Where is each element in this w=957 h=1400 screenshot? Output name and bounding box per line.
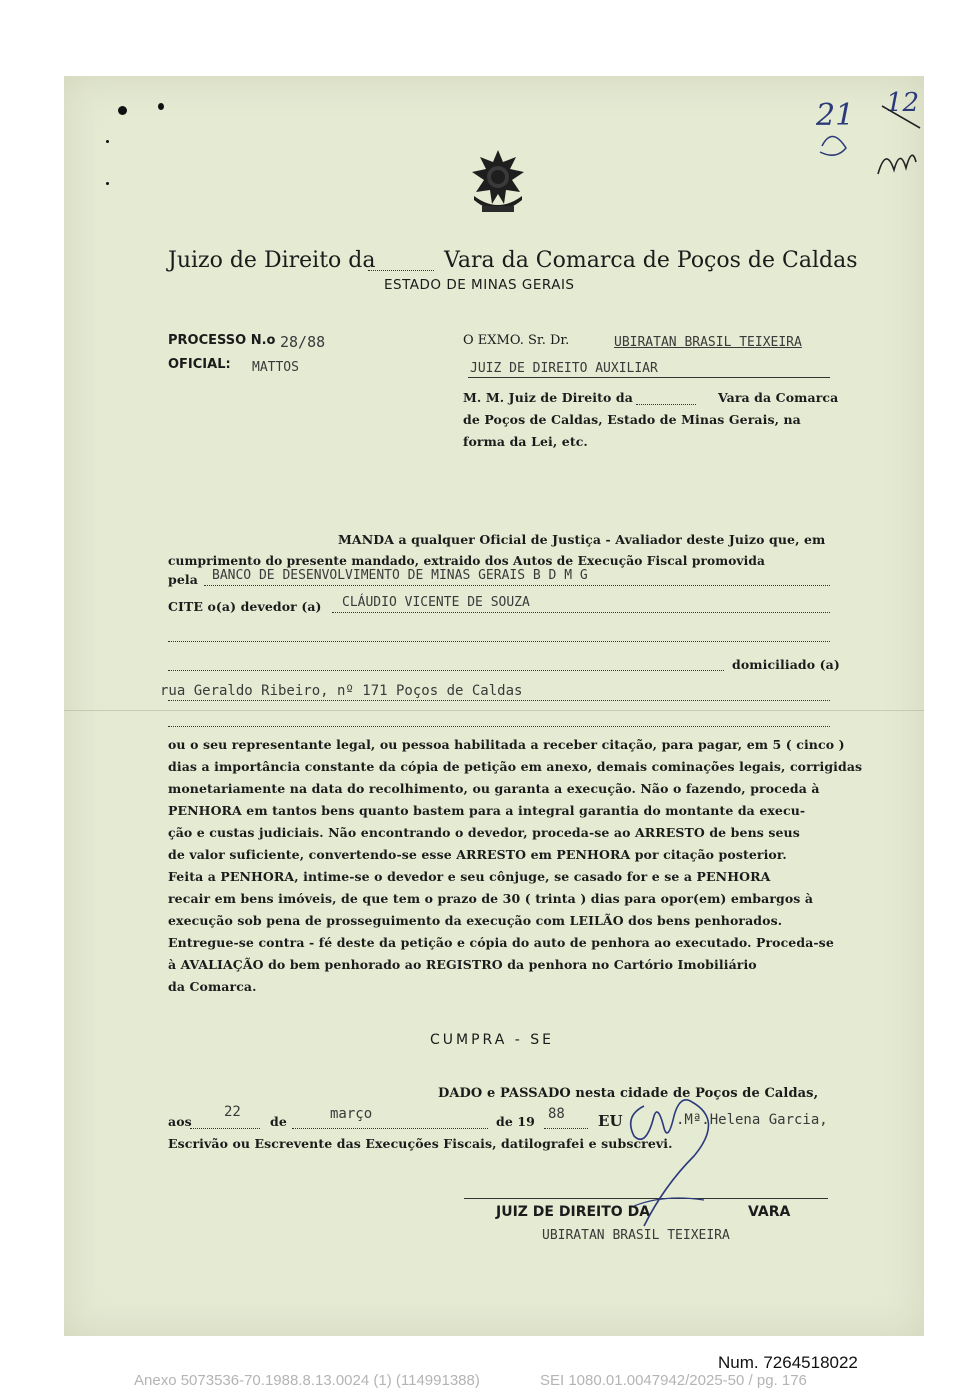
body-line: de valor suficiente, convertendo-se esse ARRESTO em PENHORA por citação posterior. xyxy=(168,847,787,862)
body-line: ção e custas judiciais. Não encontrando o devedor, proceda-se ao ARRESTO de bens seus xyxy=(168,825,800,840)
body-line: ou o seu representante legal, ou pessoa habilitada a receber citação, para pagar, em 5 ( cinco ) xyxy=(168,737,845,752)
document-number: Num. 7264518022 xyxy=(718,1353,858,1372)
cumpra-se: CUMPRA - SE xyxy=(430,1032,554,1048)
stain-mark xyxy=(106,140,109,143)
court-title xyxy=(168,248,375,273)
oficial-label: OFICIAL: xyxy=(168,357,231,372)
processo-label: PROCESSO N.o xyxy=(168,333,276,348)
crossed-number-handwritten: 12 xyxy=(886,88,920,118)
manda-line1: MANDA a qualquer Oficial de Justiça - Avaliador deste Juizo que, em xyxy=(338,532,826,547)
handwritten-signature-icon xyxy=(584,1076,744,1236)
signature-label-right: VARA xyxy=(748,1204,791,1220)
blank-line-2 xyxy=(168,670,724,671)
debtor-name: CLÁUDIO VICENTE DE SOUZA xyxy=(342,595,530,610)
fold-line xyxy=(64,710,924,711)
vara-blank xyxy=(636,404,696,405)
year-prefix: de 19 xyxy=(496,1114,535,1129)
state-subtitle: ESTADO DE MINAS GERAIS xyxy=(384,277,575,293)
day-line xyxy=(190,1128,260,1129)
exmo-line3: forma da Lei, etc. xyxy=(463,434,588,449)
domiciliado-label: domiciliado (a) xyxy=(732,657,840,672)
brazil-coat-of-arms-icon xyxy=(468,148,528,220)
exmo-line2: de Poços de Caldas, Estado de Minas Gerais, na xyxy=(463,412,801,427)
dado-line: DADO e PASSADO nesta cidade de Poços de Caldas, xyxy=(438,1086,819,1101)
body-line: dias a importância constante da cópia de petição em anexo, demais cominações legais, corrigidas xyxy=(168,759,863,774)
processo-number: 28/88 xyxy=(280,333,326,351)
blank-line-1 xyxy=(168,641,830,642)
footer-left: Anexo 5073536-70.1988.8.13.0024 (1) (114991388) xyxy=(134,1372,480,1389)
aos-label: aos xyxy=(168,1114,192,1129)
clerk-line: Escrivão ou Escrevente das Execuções Fiscais, datilografei e subscrevi. xyxy=(168,1136,673,1151)
creditor-name: BANCO DE DESENVOLVIMENTO DE MINAS GERAIS B D M G xyxy=(212,568,588,583)
page-number-handwritten: 21 xyxy=(816,98,855,133)
judge-role: JUIZ DE DIREITO AUXILIAR xyxy=(470,361,658,376)
exmo-label: O EXMO. Sr. Dr. xyxy=(463,333,570,348)
document-page xyxy=(64,76,924,1336)
body-line: PENHORA em tantos bens quanto bastem para a integral garantia do montante da execu- xyxy=(168,803,806,818)
footer-right: SEI 1080.01.0047942/2025-50 / pg. 176 xyxy=(540,1372,807,1389)
stain-mark xyxy=(158,103,164,110)
pela-label: pela xyxy=(168,572,198,587)
signature-label-left: JUIZ DE DIREITO DA xyxy=(496,1204,651,1220)
signatory-name: UBIRATAN BRASIL TEIXEIRA xyxy=(542,1228,730,1243)
year-line xyxy=(544,1128,588,1129)
body-line: da Comarca. xyxy=(168,979,257,994)
month-value: março xyxy=(330,1106,373,1122)
exmo-line1-b: Vara da Comarca xyxy=(718,390,839,405)
cite-line xyxy=(332,612,830,613)
body-line: execução sob pena de prosseguimento da execução com LEILÃO dos bens penhorados. xyxy=(168,913,783,928)
initials-icon xyxy=(812,86,924,196)
court-title-left: Juizo de Direito da xyxy=(168,248,376,273)
body-line: Feita a PENHORA, intime-se o devedor e seu cônjuge, se casado for e se a PENHORA xyxy=(168,869,771,884)
clerk-name: .Mª.Helena Garcia, xyxy=(676,1112,828,1128)
de-label: de xyxy=(270,1114,287,1129)
court-title-right: Vara da Comarca de Poços de Caldas xyxy=(444,248,858,273)
body-line: monetariamente na data do recolhimento, ou garanta a execução. Não o fazendo, proceda à xyxy=(168,781,820,796)
body-line: à AVALIAÇÃO do bem penhorado ao REGISTRO da penhora no Cartório Imobiliário xyxy=(168,957,757,972)
manda-line2: cumprimento do presente mandado, extraido dos Autos de Execução Fiscal promovida xyxy=(168,554,765,568)
stain-mark xyxy=(118,106,127,115)
pela-line xyxy=(204,585,830,586)
role-underline xyxy=(468,377,830,378)
judge-name: UBIRATAN BRASIL TEIXEIRA xyxy=(614,335,802,350)
blank-line-3 xyxy=(168,726,830,727)
order-body xyxy=(168,737,863,1001)
vara-number-blank xyxy=(368,270,434,271)
exmo-line1-a: M. M. Juiz de Direito da xyxy=(463,390,633,405)
body-line: recair em bens imóveis, de que tem o prazo de 30 ( trinta ) dias para opor(em) embargos à xyxy=(168,891,814,906)
oficial-name: MATTOS xyxy=(252,360,299,375)
cite-label: CITE o(a) devedor (a) xyxy=(168,599,322,614)
stain-mark xyxy=(106,182,109,185)
debtor-address: rua Geraldo Ribeiro, nº 171 Poços de Caldas xyxy=(160,683,523,699)
year-value: 88 xyxy=(548,1106,565,1122)
eu-label: EU xyxy=(598,1112,623,1130)
month-line xyxy=(292,1128,488,1129)
address-line xyxy=(168,700,830,701)
day-value: 22 xyxy=(224,1104,241,1120)
body-line: Entregue-se contra - fé deste da petição e cópia do auto de penhora ao executado. Proceda-se xyxy=(168,935,834,950)
